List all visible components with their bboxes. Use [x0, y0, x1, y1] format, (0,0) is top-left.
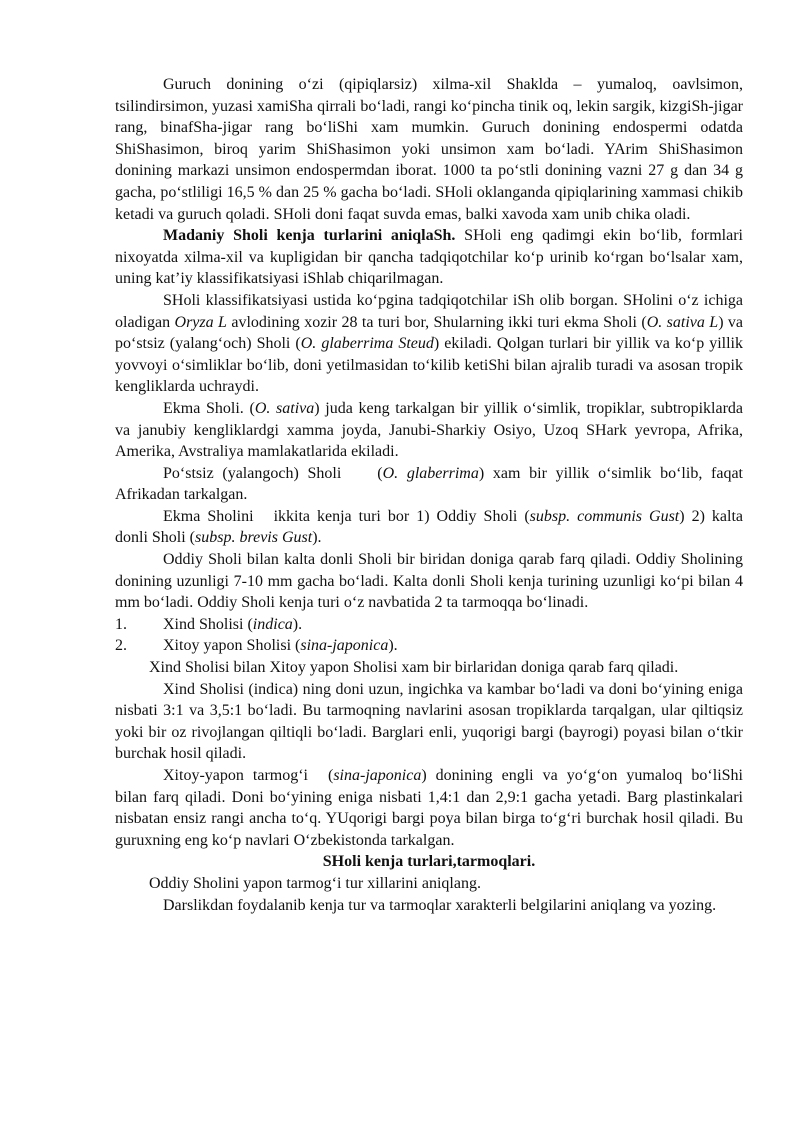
text-run: ).	[388, 637, 398, 655]
paragraph-text: SHoli eng qadimgi ekin bo‘lib, formlari nixoyatda xilma-xil va kupligidan bir qancha tadqiqotchilar ko‘p urinib ko‘rgan bo‘lsalar xam, uning kat’iy klassifikatsiyasi iShlab chiqarilmagan.	[115, 227, 744, 288]
text-run: Ekma Sholini	[163, 507, 254, 525]
text-run: ).	[312, 529, 322, 547]
paragraph-sativa	[115, 398, 743, 463]
latin-name: indica	[252, 615, 293, 633]
task-1: Oddiy Sholini yapon tarmog‘i tur xillarini aniqlang.	[149, 874, 481, 892]
list-item	[115, 635, 743, 657]
latin-name: Oryza L	[174, 313, 227, 331]
text-run: ) va po‘stsiz (yalang‘och) Sholi (	[115, 313, 744, 353]
list-number: 1.	[115, 615, 127, 633]
text-run: Xitoy-yapon tarmog‘i	[163, 767, 308, 784]
task-2: Darslikdan foydalanib kenja tur va tarmoqlar xarakterli belgilarini aniqlang va yozing.	[163, 896, 717, 914]
section-title-subspecies: Madaniy Sholi kenja turlarini aniqlaSh.	[163, 227, 456, 245]
text-run: avlodining xozir 28 ta turi bor, Shularning ikki turi ekma Sholi (	[226, 313, 647, 331]
paragraph-grain-shape: Guruch donining o‘zi (qipiqlarsiz) xilma-xil Shaklda – yumaloq, oavlsimon, tsilindirsimon, yuzasi xamiSha qirrali bo‘ladi, rangi ko‘pincha tinik oq, lekin sargik, kizgiSh-jigar rang, binafSha-jigar rang bo‘liShi xam mumkin. Guruch donining endospermi odatda ShiShasimon, biroq yarim ShiShasimon yoki unsimon xam bo‘ladi. YArim ShiShasimon donining markazi unsimon endospermdan iborat. 1000 ta po‘stli donining vazni 27 g dan 34 g gacha, po‘stliligi 16,5 % dan 25 % gacha bo‘ladi. SHoli oklanganda qipiqlarining xammasi chikib ketadi va guruch qoladi. SHoli doni faqat suvda emas, balki xavoda xam unib chika oladi.	[115, 76, 743, 223]
section-heading: SHoli kenja turlari,tarmoqlari.	[322, 853, 536, 871]
list-text	[163, 635, 398, 657]
latin-name: O. sativa	[254, 399, 315, 417]
latin-name: subsp. brevis Gust	[195, 529, 313, 547]
latin-name: subsp. communis Gust	[529, 507, 680, 525]
text-run: Po‘stsiz (yalangoch) Sholi	[163, 464, 342, 482]
list-number: 2.	[115, 637, 127, 655]
text-run: ) xam bir yillik o‘simlik bo‘lib, faqat Afrikadan tarkalgan.	[115, 464, 743, 504]
text-run: (	[377, 464, 383, 482]
paragraph-grain-difference: Oddiy Sholi bilan kalta donli Sholi bir biridan doniga qarab farq qiladi. Oddiy Sholining donining uzunligi 7-10 mm gacha bo‘ladi. Kalta donli Sholi kenja turining uzunligi ko‘pi bilan 4 mm bo‘ladi. Oddiy Sholi kenja turi o‘z navbatida 2 ta tarmoqqa bo‘linadi.	[115, 551, 743, 612]
text-run: ) ekiladi. Qolgan turlari bir yillik va ko‘p yillik yovvoyi o‘simliklar bo‘lib, doni yetilmasidan to‘kilib ketiShi bilan ajralib turadi va asosan tropik kengliklarda uchraydi.	[115, 335, 744, 396]
text-run: ) juda keng tarkalgan bir yillik o‘simlik, tropiklar, subtropiklarda va janubiy kengliklardgi xamma joyda, Janubi-Sharkiy Osiyo, Uzoq SHark yevropa, Afrika, Amerika, Avstraliya mamlakatlarida ekiladi.	[115, 399, 744, 461]
latin-name: sina-japonica	[333, 767, 422, 784]
text-run: Xitoy yapon Sholisi (	[163, 637, 301, 655]
paragraph-two-subspecies	[115, 506, 743, 549]
list-text	[163, 614, 302, 636]
latin-name: O. glaberrima	[382, 464, 479, 482]
text-run: ikkita kenja turi bor 1) Oddiy Sholi (	[273, 507, 530, 525]
paragraph-indica: Xind Sholisi (indica) ning doni uzun, ingichka va kambar bo‘ladi va doni bo‘yining eniga nisbati 3:1 va 3,5:1 bo‘ladi. Bu tarmoqning navlarini asosan tropiklarda tarqalgan, ular qiltiqsiz yoki bir oz rivojlangan qiltiqli bo‘ladi. Barglari enli, yuqorigi bargi (bayrogi) poyasi bilan o‘tkir burchak hosil qiladi.	[115, 680, 743, 763]
latin-name: O. glaberrima Steud	[300, 335, 434, 353]
paragraph-classification	[115, 290, 743, 398]
text-run: SHoli klassifikatsiyasi ustida ko‘pgina tadqiqotchilar iSh olib borgan. SHolini o‘z ichiga oladigan	[115, 291, 743, 331]
text-run: ) donining engli va yo‘g‘on yumaloq bo‘liShi bilan farq qiladi. Doni bo‘yining eniga nisbati 1,4:1 dan 2,9:1 gacha yetadi. Barg plastinkalari nisbatan ensiz rangi ancha to‘q. YUqorigi bargi poya bilan birga to‘g‘ri burchak hosil qiladi. Bu guruxning eng ko‘p navlari O‘zbekistonda tarkalgan.	[115, 767, 743, 849]
paragraph-japonica	[115, 765, 743, 851]
text-run: ).	[292, 615, 303, 633]
text-run: Ekma Sholi. (	[163, 399, 255, 417]
list-item	[115, 614, 743, 636]
text-run: (	[328, 767, 334, 784]
document-page	[115, 74, 743, 916]
text-run: Xind Sholisi (	[163, 615, 253, 633]
text-run: ) 2) kalta donli Sholi (	[115, 507, 744, 547]
latin-name: O. sativa L	[646, 313, 719, 331]
paragraph-glaberrima	[115, 463, 743, 506]
paragraph-subspecies-intro	[115, 225, 743, 290]
latin-name: sina-japonica	[300, 637, 389, 655]
paragraph-indica-vs-japonica: Xind Sholisi bilan Xitoy yapon Sholisi xam bir birlaridan doniga qarab farq qiladi.	[149, 659, 679, 677]
